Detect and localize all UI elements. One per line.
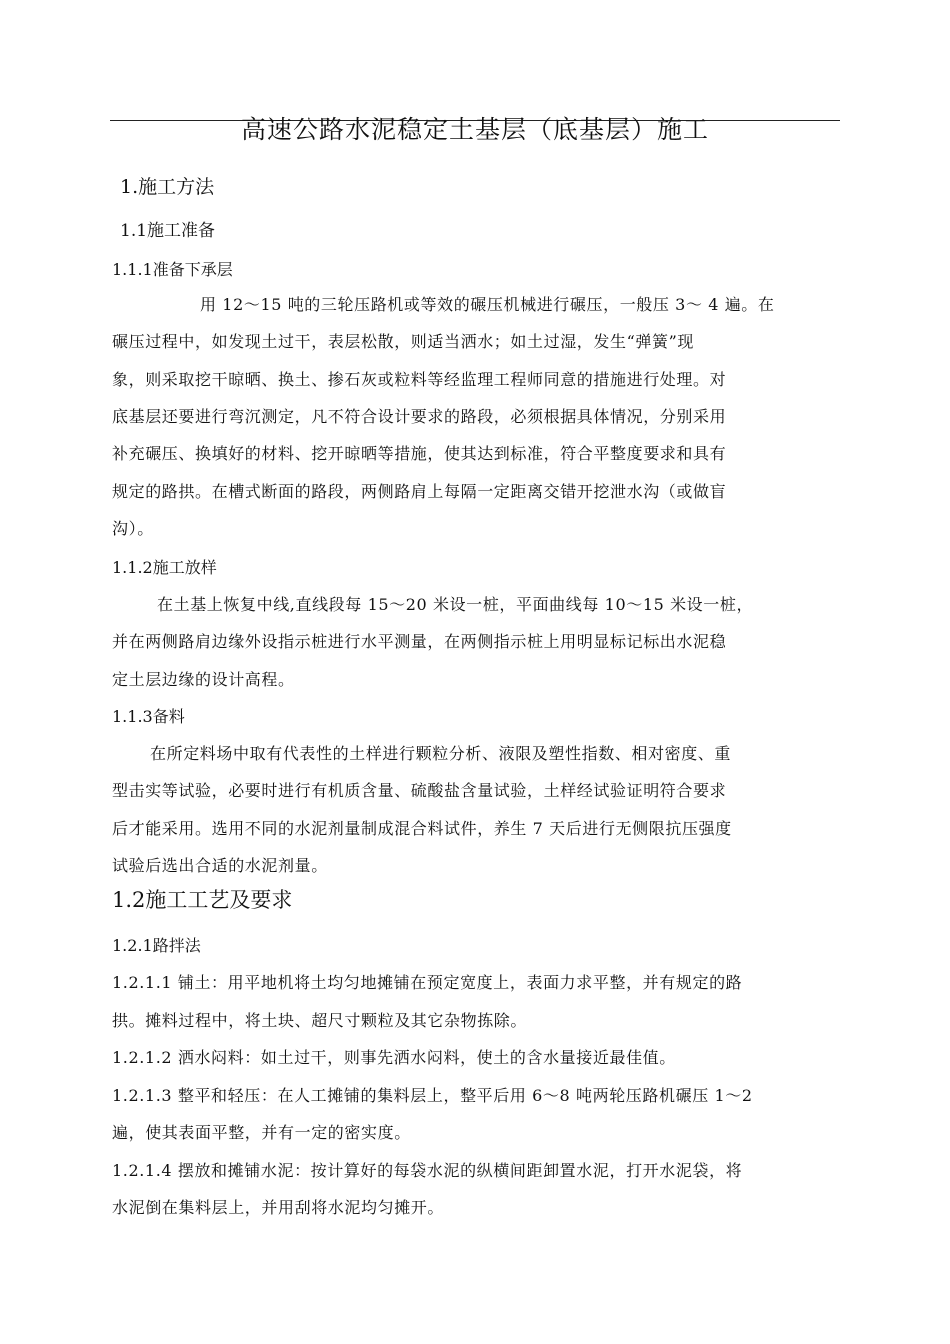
paragraph-line: 沟）。 <box>112 519 154 538</box>
paragraph-line: 并在两侧路肩边缘外设指示桩进行水平测量，在两侧指示桩上用明显标记标出水泥稳 <box>112 632 727 651</box>
heading-1-2: 1.2施工工艺及要求 <box>112 888 293 912</box>
paragraph-line: 遍，使其表面平整，并有一定的密实度。 <box>112 1123 411 1142</box>
paragraph-line: 底基层还要进行弯沉测定，凡不符合设计要求的路段，必须根据具体情况，分别采用 <box>112 407 727 426</box>
paragraph-line: 1.2.1.3 整平和轻压：在人工摊铺的集料层上，整平后用 6～8 吨两轮压路机碾压 1～2 <box>112 1086 753 1105</box>
paragraph-line: 试验后选出合适的水泥剂量。 <box>112 856 328 875</box>
paragraph-line: 规定的路拱。在槽式断面的路段，两侧路肩上每隔一定距离交错开挖泄水沟（或做盲 <box>112 482 727 501</box>
paragraph-line: 1.2.1.2 洒水闷料：如土过干，则事先洒水闷料，使土的含水量接近最佳值。 <box>112 1048 676 1067</box>
paragraph-line: 在土基上恢复中线,直线段每 15～20 米设一桩，平面曲线每 10～15 米设一桩， <box>157 595 754 614</box>
heading-1-1: 1.1施工准备 <box>120 221 216 241</box>
heading-1: 1.施工方法 <box>120 176 215 198</box>
heading-1-1-3: 1.1.3备料 <box>112 707 185 726</box>
paragraph-line: 后才能采用。选用不同的水泥剂量制成混合料试件，养生 7 天后进行无侧限抗压强度 <box>112 819 732 838</box>
paragraph-line: 水泥倒在集料层上，并用刮将水泥均匀摊开。 <box>112 1198 445 1217</box>
paragraph-line: 1.2.1.1 铺土：用平地机将土均匀地摊铺在预定宽度上，表面力求平整，并有规定的路 <box>112 973 743 992</box>
document-title: 高速公路水泥稳定土基层（底基层）施工 <box>240 115 709 144</box>
paragraph-line: 用 12～15 吨的三轮压路机或等效的碾压机械进行碾压，一般压 3～ 4 遍。在 <box>200 295 775 314</box>
heading-1-2-1: 1.2.1路拌法 <box>112 936 201 955</box>
paragraph-line: 型击实等试验，必要时进行有机质含量、硫酸盐含量试验，土样经试验证明符合要求 <box>112 781 727 800</box>
paragraph-line: 定土层边缘的设计高程。 <box>112 670 295 689</box>
paragraph-line: 补充碾压、换填好的材料、挖开晾晒等措施，使其达到标准，符合平整度要求和具有 <box>112 444 727 463</box>
heading-1-1-1: 1.1.1准备下承层 <box>112 260 233 279</box>
paragraph-line: 拱。摊料过程中，将土块、超尺寸颗粒及其它杂物拣除。 <box>112 1011 528 1030</box>
paragraph-line: 在所定料场中取有代表性的土样进行颗粒分析、液限及塑性指数、相对密度、重 <box>150 744 732 763</box>
paragraph-line: 碾压过程中，如发现土过干，表层松散，则适当洒水；如土过湿，发生“弹簧”现 <box>112 332 694 351</box>
paragraph-line: 象，则采取挖干晾晒、换土、掺石灰或粒料等经监理工程师同意的措施进行处理。对 <box>112 370 727 389</box>
paragraph-line: 1.2.1.4 摆放和摊铺水泥：按计算好的每袋水泥的纵横间距卸置水泥，打开水泥袋，将 <box>112 1161 743 1180</box>
heading-1-1-2: 1.1.2施工放样 <box>112 558 217 577</box>
